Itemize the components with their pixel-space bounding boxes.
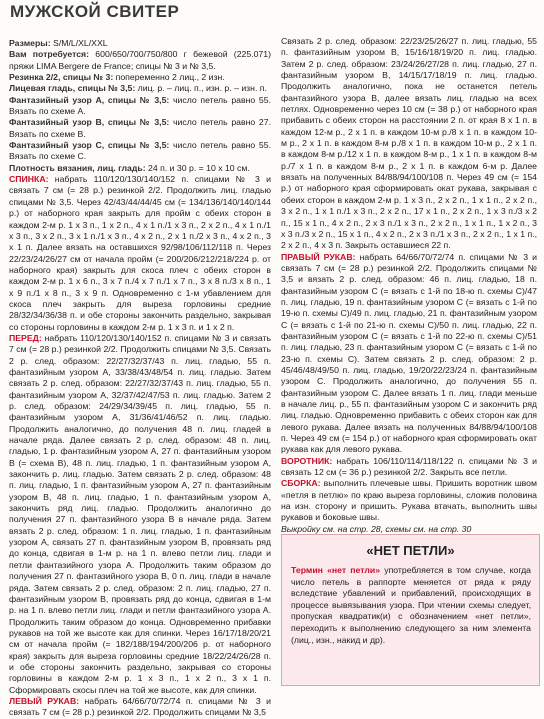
collar-text: набрать 106/110/114/118/122 п. спицами № 3 и связать 12 см (= 36 р.) резинкой 2/2. Закрыть все петли. — [281, 455, 537, 478]
info-box-title — [282, 543, 539, 558]
back-heading: СПИНКА: — [9, 174, 49, 185]
back-section — [9, 174, 271, 333]
sizes-label: Размеры: — [9, 38, 51, 48]
right-sleeve-section — [281, 252, 537, 456]
pattern-c-line — [9, 140, 271, 163]
pattern-a-line — [9, 95, 271, 118]
materials-text: 600/650/700/750/800 г бежевой (225.071) пряжи LIMA Bergere de France; спицы № 3 и № 3,5. — [9, 49, 271, 71]
left-sleeve-continued: Связать 2 р. след. образом: 22/23/25/26/27 п. лиц. гладью, 55 п. фантазийным узором В, 15/16/18/19/20 п. лиц. гладью. Затем 2 р. след. образом: 23/24/26/27/28 п. лиц. гладью, 27 п. фантазийным узором В, 14/15/17/18/19 п. лиц. гладью. Продолжить аналогично, пока не останется петель фантазийного узора В, далее вязать лиц. гладью на всех петлях. Одновременно через 10 см (= 38 р.) от наборного края прибавить с обеих сторон на расстоянии 2 п. от края 8 х 1 п. в каждом 12-м р., 2 х 1 п. в каждом 10-м р./8 х 1 п. в каждом 10-м р., 2 х 1 п. в каждом 8-м р./8 х 1 п. в каждом 10-м р., 2 х 1 п. в каждом 8-м р./12 х 1 п. в каждом 8-м р., 1 х 1 п. в каждом 8-м р./7 х 1 п. в каждом 8-м р., 2 х 1 п. в каждом 6-м р. Далее вязать на полученных 84/88/94/100/108 п. Через 49 см (= 154 р.) от наборного края сформировать окат рукава, закрывая с обеих сторон в каждом 2-м р. 1 х 3 п., 2 х 2 п., 1 х 1 п., 2 х 2 п., 3 х 2 п., 1 х 1 п./1 х 3 п., 2 х 2 п., 17 х 1 п., 2 х 2 п., 1 х 3 п./3 х 2 п., 15 х 1 п., 4 х 2 п., 2 х 3 п./1 х 3 п., 2 х 2 п., 1 х 1 п., 1 х 2 п., 3 х 3 п./3 х 2 п., 15 х 1 п., 4 х 2 п., 2 х 3 п./1 х 3 п., 2 х 2 п., 1 х 1 п., 2 х 2 п., 4 х 3 п. Закрыть оставшиеся 22 п. — [281, 36, 537, 251]
info-box-title-text: НЕТ ПЕТЛИ — [373, 543, 448, 558]
left-sleeve-heading: ЛЕВЫЙ РУКАВ: — [9, 695, 80, 706]
stockinette-line — [9, 83, 271, 94]
info-box-quote-close: » — [447, 543, 455, 558]
materials-line — [9, 49, 271, 72]
right-sleeve-text: набрать 64/66/70/72/74 п. спицами № 3 и связать 7 см (= 28 р.) резинкой 2/2. Продолжить спицами № 3,5 и вязать 2 р. след. образом: 46 п. лиц. гладью, 18 п. фантазийным узором С (= вязать с 1-й по 18-ю п. схемы С)/47 п. лиц. гладью, 19 п. фантазийным узором С (= вязать с 1-й по 19-ю п. схемы С)/49 п. лиц. гладью, 21 п. фантазийным узором С (= вязать с 1-й по 21-ю п. схемы С)/50 п. лиц. гладью, 22 п. фантазийным узором С (= вязать с 1-й по 22-ю п. схемы С)/51 п. лиц. гладью, 23 п. фантазийным узором С (= вязать с 1-й по 23-ю п. схемы С). Затем связать 2 р. след. образом: 2 р. 45/46/48/49/50 п. лиц. гладью, 19/20/22/23/24 п. фантазийным узором С. Продолжить аналогично, до получения 55 п. фантазийным узором С. Далее вязать 1 п. лиц. глади меньше в начале лиц. р., 55 п. фантазийным узором С и закончить ряд лиц. гладью. Одновременно прибавить с обеих сторон как для левого рукава. Далее вязать на полученных 84/88/94/100/108 п. Через 49 см (= 154 р.) от наборного края сформировать окат рукава как для левого рукава. — [281, 251, 538, 455]
pattern-c-label: Фантазийный узор С, спицы № 3,5: — [9, 140, 170, 151]
rib-label: Резинка 2/2, спицы № 3: — [9, 72, 114, 83]
info-box-quote-open: « — [366, 543, 374, 558]
info-box-term: Термин «нет петли» — [291, 565, 381, 575]
assembly-heading: СБОРКА: — [281, 478, 321, 489]
sizes-line — [9, 38, 271, 49]
collar-heading: ВОРОТНИК: — [281, 455, 333, 466]
materials-label: Вам потребуется: — [9, 49, 90, 60]
info-box-no-stitch — [281, 534, 540, 686]
info-box-text: употребляется в том случае, когда число петель в раппорте меняется от ряда к ряду вследствие убавлений и прибавлений, происходящих в процессе вывязывания узора. При чтении схемы следует, пропуская квадратик(и) с обозначением «нет петли», переходить к выполнению следующего за ним элемента (лиц., изн., накид и др). — [291, 565, 531, 645]
left-sleeve-section — [9, 696, 271, 719]
pattern-b-label: Фантазийный узор В, спицы № 3,5: — [9, 117, 170, 128]
pattern-reference: Выкройку см. на стр. 28, схемы см. на стр. 30 — [281, 523, 472, 534]
front-section — [9, 333, 271, 696]
assembly-section — [281, 478, 537, 523]
rib-text: попеременно 2 лиц., 2 изн. — [113, 72, 225, 83]
left-column — [9, 38, 271, 719]
sizes-text: S/M/L/XL/XXL — [50, 38, 108, 48]
front-text: набрать 110/120/130/140/152 п. спицами № 3 и связать 7 см (= 28 р.) резинкой 2/2. Продолжить спицами № 3,5. Связать 2 р. след. образом: 22/27/32/37/43 п. лиц. гладью, 55 п. фантазийным узором А, 33/38/43/48/54 п. лиц. гладью. Затем связать 2 р. след. образом: 22/27/32/37/43 п. лиц. гладью, 55 п. фантазийным узором А, 32/37/42/47/53 п. лиц. гладью. Затем 2 р. след. образом: 24/29/34/39/45 п. лиц. гладью, 55 п. фантазийным узором А, 31/36/41/46/52 п. лиц. гладью. Продолжить аналогично, до получения 48 п. лиц. гладей в начале ряда. Далее связать 2 р. след. образом: 48 п. лиц. гладью, 1 р. фантазийным узором А, 27 п. фантазийным узором В (= схема В), 48 п. лиц. гладью, 1 п. фантазийным узором А, закончить р. лиц. гладью. Затем связать 2 р. след. образом: 48 п. лиц. гладью, 1 п. фантазийным узором А, 27 п. фантазийным узором В, 48 п. лиц. гладью, 1 п. фантазийным узором А, закончить ряд лиц. гладью. Продолжить аналогично до получения 27 п. фантазийного узора В в начале ряда. Затем вязать 2 р. след. образом: 1 п. лиц. гладью, 1 п. фантазийным узором А, связать 27 п. фантазийным узором В, провязать ряд до конца, сдвигая в 1-м р. на 1 п. влево петли лиц. глади и петли фантазийного узора А. Продолжить таким образом до получения 27 п. фантазийного узора В, 0 п. лиц. глади в начале ряда. Затем связать 2 р. след. образом: 2 п. лиц. гладью, 27 п. фантазийным узором В, провязать ряд до конца, сдвигая в 1-м р. на 1 п. влево петли лиц. глади и петли фантазийного узора А. Продолжить таким образом до конца. Одновременно прибавки рукавов на той же высоте как для спинки. Через 16/17/18/20/21 см от начала пройм (= 182/188/194/200/206 р. от наборного края) закрыть для выреза горловины средние 18/22/24/26/28 п. и обе стороны закончить раздельно, закрывая со стороны горловины в каждом 2-м р. 1 х 3 п., 1 х 2 п., 3 х 1 п. Сформировать скосы плеч на той же высоте, как для спинки. — [9, 332, 271, 695]
info-box-paragraph — [291, 565, 531, 646]
stockinette-label: Лицевая гладь, спицы № 3,5: — [9, 83, 136, 94]
front-heading: ПЕРЕД: — [9, 332, 42, 343]
info-box-body — [291, 565, 531, 646]
pattern-b-line — [9, 117, 271, 140]
right-column — [281, 36, 537, 535]
collar-section — [281, 456, 537, 479]
rib-line — [9, 72, 271, 83]
density-label: Плотность вязания, лиц. гладь: — [9, 162, 146, 173]
right-sleeve-heading: ПРАВЫЙ РУКАВ: — [281, 251, 356, 262]
pattern-a-text: число петель равно 55. Вязать по схеме А. — [9, 94, 271, 117]
pattern-b-text: число петель равно 27. Вязать по схеме В. — [9, 117, 271, 139]
page-title: МУЖСКОЙ СВИТЕР — [10, 2, 180, 21]
pattern-c-text: число петель равно 55. Вязать по схеме С. — [9, 140, 271, 162]
back-text: набрать 110/120/130/140/152 п. спицами № 3 и связать 7 см (= 28 р.) резинкой 2/2. Продолжить лиц. гладью спицами № 3,5. Через 42/43/44/44/45 см (= 134/136/140/140/144 р.) от наборного края закрыть для пройм с обеих сторон в каждом 2-м р. 1 х 3 п., 1 х 2 п., 4 х 1 п./1 х 3 п., 2 х 2 п., 4 х 1 п./1 х 3 п., 3 х 2 п., 3 х 1 п./1 х 3 п., 4 х 2 п., 2 х 1 п./2 х 3 п., 4 х 2 п., 3 х 1 п. Далее вязать на оставшихся 92/98/106/112/118 п. Через 22/23/24/26/27 см от начала пройм (= 200/206/212/218/224 р. от наборного края) закрыть для скоса плеч с обеих сторон в каждом 2-м р. 1 х 6 п., 3 х 7 п./4 х 7 п./1 х 7 п., 3 х 8 п./3 х 8 п., 1 х 9 п./1 х 8 п., 3 х 9 п. Одновременно с 1-м убавлением для скоса плеч закрыть для выреза горловины средние 28/32/34/36/38 п. и обе стороны закончить раздельно, закрывая со стороны горловины в каждом 2-м р. 1 х 3 п. и 1 х 2 п. — [9, 174, 271, 332]
density-line — [9, 163, 271, 174]
left-sleeve-text: набрать 64/66/70/72/74 п. спицами № 3 и связать 7 см (= 28 р.) резинкой 2/2. Продолжить спицами № 3,5 — [9, 695, 271, 718]
density-text: 24 п. и 30 р. = 10 х 10 см. — [145, 162, 250, 173]
pattern-a-label: Фантазийный узор А, спицы № 3,5: — [9, 94, 170, 105]
stockinette-text: лиц. р. – лиц. п., изн. р. – изн. п. — [135, 83, 267, 94]
assembly-text: выполнить плечевые швы. Пришить воротник швом «петля в петлю» по краю выреза горловины, сложив половина на изн. сторону и пришить. Рукава втачать, выполнить швы рукавов и боковые швы. — [281, 478, 537, 523]
